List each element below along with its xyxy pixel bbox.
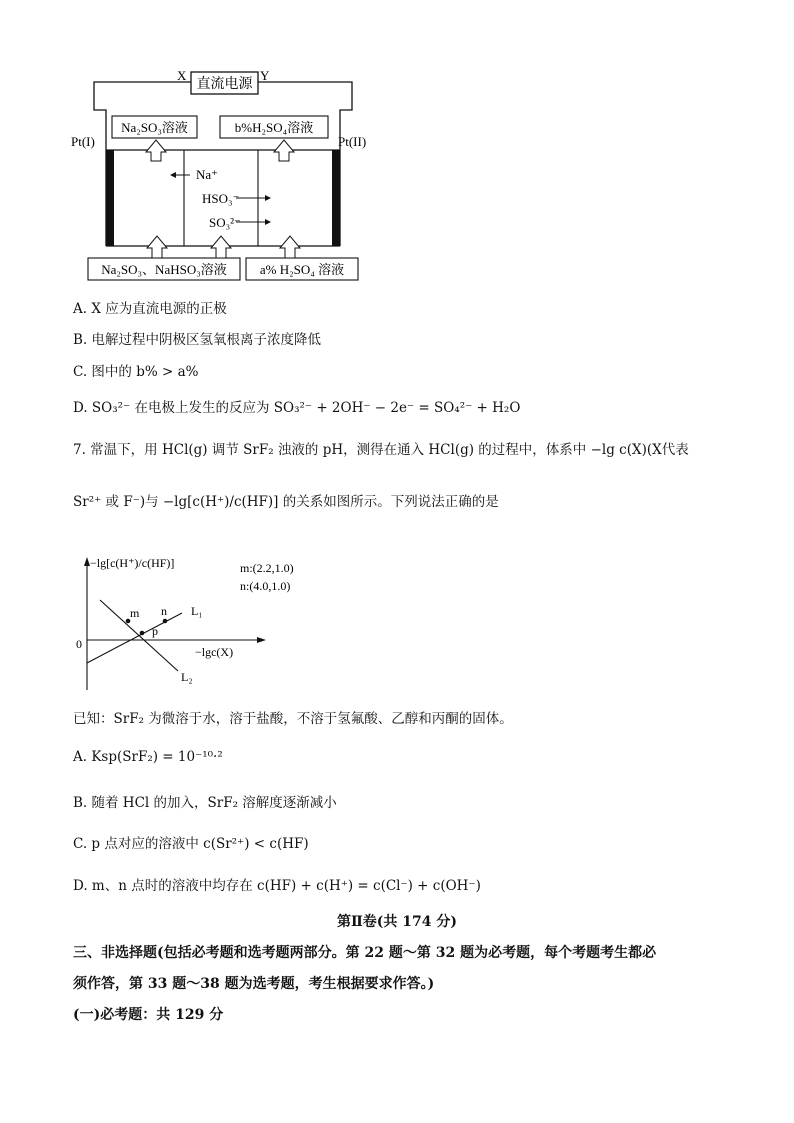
top-left-solution: Na₂SO₃溶液 — [121, 120, 188, 135]
electrode-pt1-label: Pt(I) — [71, 134, 95, 149]
q7-graph — [60, 535, 320, 695]
q7-stem-line2: Sr²⁺ 或 F⁻)与 −lg[c(H⁺)/c(HF)] 的关系如图所示。下列说法正确的是 — [73, 494, 499, 510]
line-l2-label: L₂ — [181, 670, 193, 684]
terminal-y: Y — [260, 68, 270, 83]
point-p-label: p — [152, 624, 158, 638]
electrolysis-diagram — [60, 60, 390, 290]
flow-arrow-bottom-3 — [280, 236, 300, 258]
q7-option-a: A. Ksp(SrF₂) = 10⁻¹⁰·² — [73, 749, 223, 765]
part3-line2: 须作答，第 33 题～38 题为选考题，考生根据要求作答。) — [73, 976, 435, 992]
y-axis-label: −lg[c(H⁺)/c(HF)] — [90, 556, 175, 570]
q7-stem-line1: 7. 常温下，用 HCl(g) 调节 SrF₂ 浊液的 pH，测得在通入 HCl(g) 的过程中，体系中 −lg c(X)(X代表 — [73, 442, 689, 458]
required-heading: (一)必考题：共 129 分 — [73, 1007, 224, 1023]
electrode-pt1 — [106, 150, 114, 246]
point-p — [140, 631, 145, 636]
q6-option-b: B. 电解过程中阴极区氢氧根离子浓度降低 — [73, 332, 322, 348]
point-m-label: m — [130, 606, 140, 620]
top-right-solution: b%H₂SO₄溶液 — [234, 120, 314, 135]
bottom-left-solution: Na₂SO₃、NaHSO₃溶液 — [101, 262, 227, 277]
terminal-x: X — [177, 68, 187, 83]
q7-option-d: D. m、n 点时的溶液中均存在 c(HF) + c(H⁺) = c(Cl⁻) + c(OH⁻) — [73, 878, 481, 894]
q6-option-a: A. X 应为直流电源的正极 — [73, 301, 227, 317]
bottom-right-solution: a% H₂SO₄ 溶液 — [259, 262, 345, 277]
flow-arrow-top-right — [274, 140, 294, 161]
power-supply-label: 直流电源 — [196, 77, 253, 92]
flow-arrow-bottom-1 — [147, 236, 167, 258]
ion-na: Na⁺ — [196, 167, 219, 182]
ion-so3: SO₃²⁻ — [209, 215, 241, 230]
x-axis-label: −lgc(X) — [195, 645, 234, 659]
origin-label: 0 — [76, 637, 82, 651]
q7-option-b: B. 随着 HCl 的加入，SrF₂ 溶解度逐渐减小 — [73, 795, 337, 811]
flow-arrow-bottom-2 — [211, 236, 231, 258]
coord-n: n:(4.0,1.0) — [240, 579, 291, 593]
line-l1 — [87, 613, 182, 663]
part3-line1: 三、非选择题(包括必考题和选考题两部分。第 22 题～第 32 题为必考题，每个考题考生都必 — [73, 945, 657, 961]
point-n-label: n — [161, 604, 167, 618]
q7-known: 已知：SrF₂ 为微溶于水，溶于盐酸，不溶于氢氟酸、乙醇和丙酮的固体。 — [73, 711, 513, 727]
ion-hso3: HSO₃⁻ — [202, 191, 240, 206]
q6-option-c: C. 图中的 b% > a% — [73, 364, 199, 380]
flow-arrow-top-left — [146, 140, 166, 161]
q6-option-d: D. SO₃²⁻ 在电极上发生的反应为 SO₃²⁻ + 2OH⁻ − 2e⁻ = SO₄²⁻ + H₂O — [73, 400, 521, 416]
electrode-pt2-label: Pt(II) — [338, 134, 367, 149]
section-title: 第Ⅱ卷(共 174 分) — [336, 914, 458, 930]
point-n — [163, 619, 168, 624]
coord-m: m:(2.2,1.0) — [240, 561, 294, 575]
line-l1-label: L₁ — [191, 604, 203, 618]
q7-option-c: C. p 点对应的溶液中 c(Sr²⁺) < c(HF) — [73, 836, 309, 852]
electrode-pt2 — [332, 150, 340, 246]
